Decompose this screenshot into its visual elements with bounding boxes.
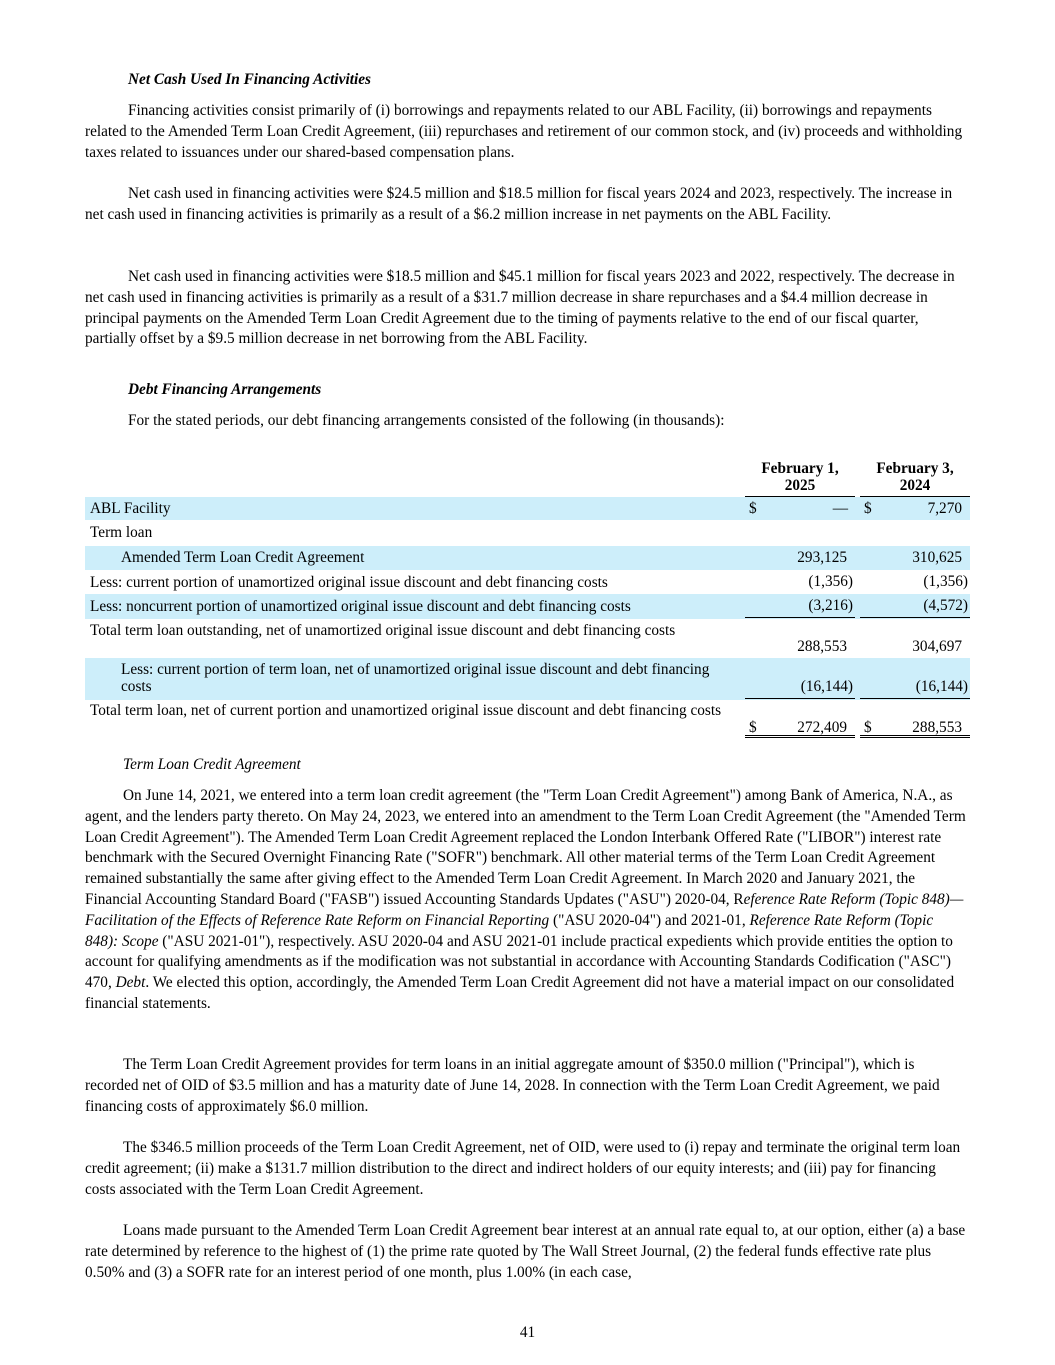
value-2025: 293,125	[797, 549, 847, 566]
table-row	[85, 658, 970, 700]
column-header-feb-2025	[745, 460, 855, 494]
term-loan-p1-italic-f: Debt	[115, 974, 146, 992]
term-loan-p1-text-a: On June 14, 2021, we entered into a term loan credit agreement (the "Term Loan Credit Agreement") among Bank of America, N.A., as agent, and the lenders party thereto. On May 24, 2023, we entered into an amendment to the Term Loan Credit Agreement (the "Amended Term Loan Credit Agreement"). The Amended Term Loan Credit Agreement replaced the London Interbank Offered Rate ("LIBOR") interest rate benchmark with the Secured Overnight Financing Rate ("SOFR") benchmark. All other material terms of the Term Loan Credit Agreement remained substantially the same after giving effect to the Amended Term Loan Credit Agreement. In March 2020 and January 2021, the Financial Accounting Standard Board ("FASB") issued Accounting Standards Updates ("ASU") 2020-04, R	[85, 787, 966, 908]
value-2024: (16,144)	[915, 678, 968, 695]
subtotal-rule	[745, 617, 855, 618]
subtotal-rule	[745, 698, 855, 699]
value-2024: 304,697	[912, 638, 962, 655]
term-loan-heading: Term Loan Credit Agreement	[123, 756, 301, 773]
row-label: Total term loan, net of current portion and unamortized original issue discount and debt financing costs	[90, 702, 722, 719]
value-2024: 7,270	[927, 500, 962, 517]
table-row	[85, 594, 970, 619]
column-header-feb-2025-label: February 1, 2025	[761, 460, 839, 494]
table-row	[85, 700, 970, 740]
term-loan-p1-text-e: ("ASU 2021-01"), respectively. ASU 2020-04 and ASU 2021-01 include practical expedients which provide entities the option to account for qualifying amendments as if the modification was not substantial in accordance with Accounting Standards Codification ("ASC") 470,	[85, 932, 953, 992]
row-label: Amended Term Loan Credit Agreement	[121, 549, 365, 566]
term-loan-p1-italic-d: Reference Rate Reform (Topic 848): Scope	[85, 911, 934, 950]
subtotal-rule	[860, 617, 970, 618]
row-label: ABL Facility	[90, 500, 171, 517]
column-header-feb-2024-label: February 3, 2024	[876, 460, 954, 494]
total-double-rule	[745, 735, 855, 738]
row-label: Term loan	[90, 524, 153, 541]
value-2024: (4,572)	[923, 597, 968, 614]
table-row	[85, 520, 970, 545]
value-2024: 310,625	[912, 549, 962, 566]
table-row	[85, 546, 970, 570]
debt-intro-paragraph: For the stated periods, our debt financing arrangements consisted of the following (in thousands):	[128, 412, 725, 429]
term-loan-p1-text-c: ("ASU 2020-04") and 2021-01,	[549, 911, 750, 929]
table-row	[85, 620, 970, 658]
table-row	[85, 570, 970, 594]
value-2025: (16,144)	[800, 678, 853, 695]
financing-activities-heading: Net Cash Used In Financing Activities	[128, 71, 371, 88]
value-2024: (1,356)	[923, 573, 968, 590]
financing-paragraph-1: Financing activities consist primarily of (i) borrowings and repayments related to our ABL Facility, (ii) borrowings and repayments related to the Amended Term Loan Credit Agreement, (iii) repurchases and retirement of our common stock, and (iv) proceeds and withholding taxes related to issuances under our shared-based compensation plans.	[85, 102, 963, 161]
table-row	[85, 497, 970, 520]
value-2025: —	[832, 500, 848, 517]
debt-financing-heading: Debt Financing Arrangements	[128, 381, 322, 398]
term-loan-paragraph-4: Loans made pursuant to the Amended Term Loan Credit Agreement bear interest at an annual rate equal to, at our option, either (a) a base rate determined by reference to the highest of (1) the prime rate quoted by The Wall Street Journal, (2) the federal funds effective rate plus 0.50% and (3) a SOFR rate for an interest period of one month, plus 1.00% (in each case,	[85, 1222, 966, 1281]
dollar-sign: $	[749, 500, 757, 517]
page-number: 41	[519, 1324, 536, 1341]
value-2025: 288,553	[797, 638, 847, 655]
row-label: Less: noncurrent portion of unamortized original issue discount and debt financing costs	[90, 598, 631, 615]
value-2025: (3,216)	[808, 597, 853, 614]
dollar-sign: $	[749, 719, 757, 736]
value-2025: (1,356)	[808, 573, 853, 590]
value-2024: 288,553	[912, 719, 962, 736]
financing-paragraph-3: Net cash used in financing activities were $18.5 million and $45.1 million for fiscal years 2023 and 2022, respectively. The decrease in net cash used in financing activities is primarily as a result of a $31.7 million decrease in share repurchases and a $4.4 million decrease in principal payments on the Amended Term Loan Credit Agreement due to the timing of payments relative to the end of our fiscal quarter, partially offset by a $9.5 million decrease in net borrowing from the ABL Facility.	[85, 268, 955, 348]
dollar-sign: $	[864, 500, 872, 517]
row-label: Less: current portion of unamortized original issue discount and debt financing costs	[90, 574, 608, 591]
row-label: Less: current portion of term loan, net of unamortized original issue discount and debt financing costs	[121, 661, 710, 695]
financing-paragraph-2: Net cash used in financing activities were $24.5 million and $18.5 million for fiscal years 2024 and 2023, respectively. The increase in net cash used in financing activities is primarily as a result of a $6.2 million increase in net payments on the ABL Facility.	[85, 185, 953, 223]
total-double-rule	[860, 735, 970, 738]
row-label: Total term loan outstanding, net of unamortized original issue discount and debt financing costs	[90, 622, 676, 639]
term-loan-p1-italic-b: eference Rate Reform (Topic 848)—Facilitation of the Effects of Reference Rate Reform on Financial Reporting	[85, 890, 964, 929]
term-loan-paragraph-2: The Term Loan Credit Agreement provides for term loans in an initial aggregate amount of $350.0 million ("Principal"), which is recorded net of OID of $3.5 million and has a maturity date of June 14, 2028. In connection with the Term Loan Credit Agreement, we paid financing costs of approximately $6.0 million.	[85, 1056, 940, 1115]
column-header-feb-2024	[860, 460, 970, 494]
subtotal-rule	[860, 698, 970, 699]
term-loan-paragraph-3: The $346.5 million proceeds of the Term Loan Credit Agreement, net of OID, were used to (i) repay and terminate the original term loan credit agreement; (ii) make a $131.7 million distribution to the direct and indirect holders of our equity interests; and (iii) pay for financing costs associated with the Term Loan Credit Agreement.	[85, 1139, 961, 1198]
term-loan-paragraph-1	[85, 786, 970, 1015]
term-loan-p1-text-g: . We elected this option, accordingly, the Amended Term Loan Credit Agreement did not have a material impact on our consolidated financial statements.	[85, 974, 955, 1012]
dollar-sign: $	[864, 719, 872, 736]
value-2025: 272,409	[797, 719, 847, 736]
